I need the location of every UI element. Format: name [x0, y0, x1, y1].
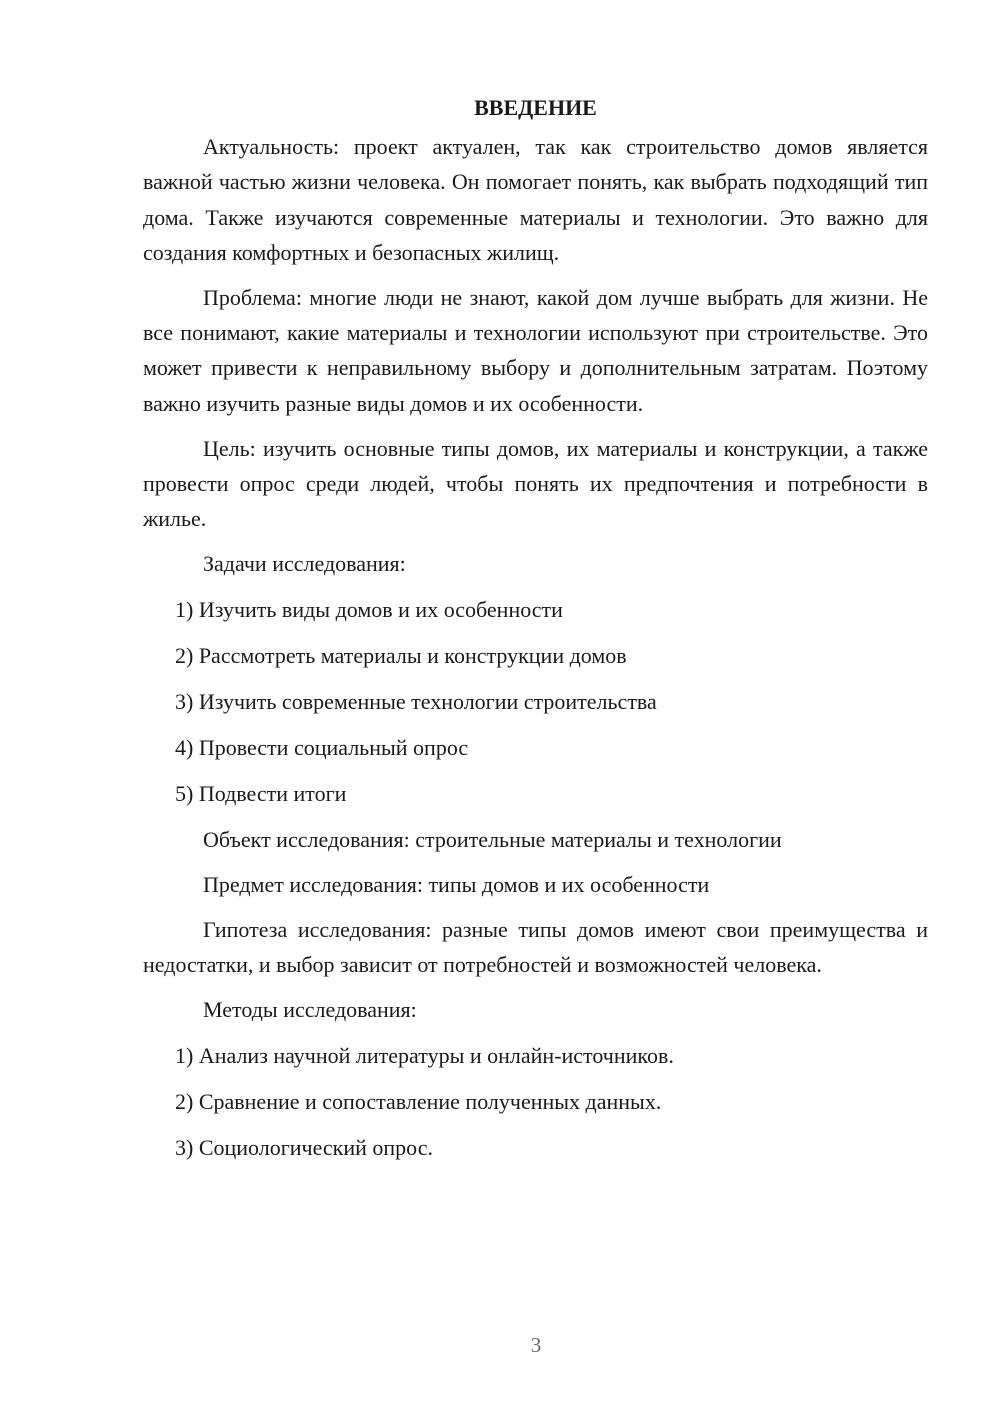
list-item: 5) Подвести итоги	[175, 780, 347, 806]
tasks-label: Задачи исследования:	[203, 551, 406, 577]
list-item: 3) Социологический опрос.	[175, 1134, 433, 1160]
page-number: 3	[530, 1333, 542, 1357]
tasks-list	[143, 592, 928, 811]
paragraph-subject: Предмет исследования: типы домов и их особенности	[203, 871, 710, 897]
list-item: 2) Рассмотреть материалы и конструкции домов	[175, 642, 627, 668]
list-item: 2) Сравнение и сопоставление полученных данных.	[175, 1088, 662, 1114]
document-page	[143, 90, 928, 1176]
paragraph-object: Объект исследования: строительные материалы и технологии	[203, 826, 782, 852]
list-item: 4) Провести социальный опрос	[175, 734, 469, 760]
paragraph-problem: Проблема: многие люди не знают, какой дом лучше выбрать для жизни. Не все понимают, какие материалы и технологии используют при строительстве. Это может привести к неправильному выбору и дополнительным затратам. Поэтому важно изучить разные виды домов и их особенности.	[143, 285, 928, 416]
list-item: 3) Изучить современные технологии строительства	[175, 688, 657, 714]
methods-list	[143, 1038, 928, 1165]
methods-label: Методы исследования:	[203, 997, 417, 1023]
list-item: 1) Анализ научной литературы и онлайн-источников.	[175, 1042, 674, 1068]
paragraph-relevance: Актуальность: проект актуален, так как строительство домов является важной частью жизни человека. Он помогает понять, как выбрать подходящий тип дома. Также изучаются современные материалы и технологии. Это важно для создания комфортных и безопасных жилищ.	[143, 134, 928, 265]
paragraph-hypothesis: Гипотеза исследования: разные типы домов имеют свои преимущества и недостатки, и выбор зависит от потребностей и возможностей человека.	[143, 917, 928, 978]
section-heading: ВВЕДЕНИЕ	[474, 95, 597, 120]
paragraph-goal: Цель: изучить основные типы домов, их материалы и конструкции, а также провести опрос среди людей, чтобы понять их предпочтения и потребности в жилье.	[143, 435, 928, 532]
list-item: 1) Изучить виды домов и их особенности	[175, 596, 563, 622]
